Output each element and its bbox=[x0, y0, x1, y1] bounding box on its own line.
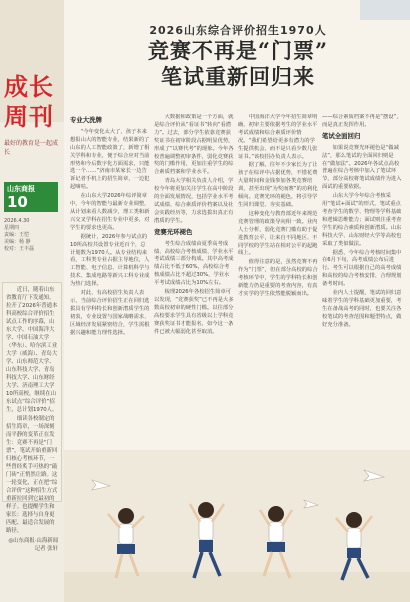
article-paragraph: 如果说竞赛光环褪色是“做减法”，那么笔试的全面回归则是在“做加法”。2026年各试点高校普遍在综合考核中加入了笔试环节，部分高校将笔试成绩作为进入面试的重要依据。 bbox=[322, 144, 402, 191]
intro-paragraph: 近日，随着山东省教育厅下发通知，拉开了2026年普通本科高校综合评价招生试点工作的序幕，山东大学、中国海洋大学、中国石油大学（华东）、哈尔滨工业大学（威海）、青岛大学、山东师范大学、山东科技大学、青岛科技大学、山东财经大学、济南理工大学10所高校，继续在山东试点“综合评价”招生，总计划1970人。 bbox=[6, 287, 58, 413]
headline-kicker: 2026山东综合评价招生1970人 bbox=[149, 24, 327, 37]
intro-text bbox=[6, 286, 58, 535]
article-paragraph: 业内人士提醒，笔试的回归意味着学生的学科基础更加重要，考生在备战高考的同时，也要关注各校笔试的考查范围和题型特点，做好充分准备。 bbox=[322, 290, 402, 328]
byline-reporter: 记者 张轩 bbox=[34, 546, 58, 552]
student-head bbox=[118, 508, 134, 524]
article-paragraph: 梳理2026年各校招生简章可以发现，“竞赛获奖”已不再是大多数高校初审的硬性门槛。以往部分高校要求学生具有省级以上学科竞赛获奖证书才能报名，如今这一条件已被大幅弱化甚至取消。 bbox=[154, 289, 234, 335]
headline-title-line1: 竞赛不再是“门票” bbox=[147, 38, 329, 63]
article-paragraph: 值得注意的是，虽然竞赛不再作为“门票”，但在部分高校的综合考核环节中，学生的学科特长和创新能力仍是重要的考查内容，有真才实学的学生依然能脱颖而出。 bbox=[238, 259, 318, 297]
article-columns bbox=[70, 114, 406, 450]
article-paragraph: 大数据和政策是一个方面，就是综合评价从“看证书”转向“看潜力”。过去，部分学生依靠竞赛获奖证书在初审阶段占据明显优势，形成了“以赛代考”的现象。今年各校普遍调整初审条件，弱化竞赛获奖的门槛作用，更加注重学生的综合素质档案和学业水平。 bbox=[154, 114, 234, 176]
article-paragraph: 中国海洋大学今年招生简章明确，初审主要依据考生的学业水平考试成绩和综合素质评价情况。“我们希望给更多有潜力的学生提供机会，而不是只看少数几张证书。”该校招办负责人表示。 bbox=[238, 114, 318, 160]
masthead-tagline: 最好的教育是一起成长 bbox=[4, 140, 59, 156]
article-column-1 bbox=[70, 114, 150, 450]
article-paragraph: 对此，有高校招生负责人表示，当前综合评价招生正在回归选拔具有学科特长和创新潜质学生的初衷，专业设置与国家战略需求、区域经济发展紧密结合，学生需根据兴趣和能力理性选择。 bbox=[70, 290, 150, 336]
running-students-illustration bbox=[64, 450, 410, 602]
section-number: 10 bbox=[7, 193, 28, 211]
left-sidebar bbox=[0, 0, 64, 602]
byline bbox=[6, 537, 58, 553]
intro-box bbox=[2, 282, 62, 552]
masthead-title: 成长周刊 bbox=[4, 72, 54, 131]
headline-title-line2: 笔试重新回归来 bbox=[161, 64, 315, 89]
student-head bbox=[198, 502, 214, 518]
student-torso bbox=[347, 528, 361, 548]
article-paragraph: 山东大学今年综合考核采用“笔试+面试”的形式，笔试重点考查学生的数学、物理等学科基础和逻辑思维能力；面试则注重考查学生的综合素质和创新潜质。山东科技大学、山东财经大学等高校也采取了类似做法。 bbox=[322, 193, 402, 247]
issue-proofreader: 校对：王丰磊 bbox=[4, 246, 35, 252]
article-column-4 bbox=[322, 114, 402, 450]
issue-date: 2026.4.30 bbox=[4, 218, 30, 224]
student-head bbox=[346, 512, 362, 528]
decorative-strip bbox=[360, 0, 410, 20]
article-paragraph: 据悉，今年综合考核时间集中在6月下旬，高考成绩公布后进行。考生可以根据自己的高考成绩和高校的综合考核安排，合理规划备考时间。 bbox=[322, 249, 402, 288]
student-torso bbox=[199, 518, 213, 540]
article-column-2 bbox=[154, 114, 234, 450]
student-trousers bbox=[347, 548, 361, 558]
article-paragraph: 据了解，往年不少家长为了让孩子在综评中占据优势，不惜花费大量时间和金钱参加各类竞赛培训，甚至出现“为奖而赛”的功利化倾向。竞赛光环的褪色，将引导学生回归课堂、夯实基础。 bbox=[238, 162, 318, 208]
subheading-major-reshuffle: 专业大洗牌 bbox=[70, 116, 102, 124]
students-figures-svg bbox=[64, 450, 410, 602]
student-skirt bbox=[267, 542, 285, 552]
section-badge bbox=[4, 182, 58, 212]
student-skirt bbox=[117, 544, 135, 554]
issue-designer: 美编：杨 静 bbox=[4, 239, 31, 245]
byline-outlet: ◎山东商报·山海新闻 bbox=[8, 538, 58, 544]
intro-paragraph: 细读各校制定的招生简章，一场深刻而平静的变革正在发生：竞赛不再是“门票”，笔试开始重新回归核心考核环节，一些曾经炙手可热的“敲门砖”正悄然让路。这一轮变化，正在把“综合评价”这种招生方式重新拉回到它最初的样子。也提醒学生和家长：选择与自身更匹配、最适合发展的路径。 bbox=[6, 416, 58, 534]
article-paragraph: 青岛大学相关负责人介绍，学校今年将更加关注学生在高中阶段的全面发展情况，包括学业水平考试成绩、综合素质评价档案以及社会实践经历等，力求选拔出真正有潜质的学生。 bbox=[154, 178, 234, 224]
column-lead-note: ——综合素质档案不再是“摆设”，而是真正发挥作用。 bbox=[322, 114, 402, 128]
issue-meta bbox=[4, 218, 60, 253]
subheading-competition-fade: 竞赛光环褪色 bbox=[154, 227, 193, 236]
student-torso bbox=[269, 522, 283, 542]
headline-area bbox=[70, 22, 406, 102]
article-paragraph: 考生综合成绩由夏季高考成绩、高校综合考核成绩、学业水平考试成绩三部分构成。其中高考成绩占比不低于60%，高校综合考核成绩占比不超过30%，学业水平考试成绩占比为10%左右。 bbox=[154, 240, 234, 287]
issue-editor: 责编：王恺 bbox=[4, 232, 30, 238]
article-paragraph: 据统计，2026年参与试点的10所高校共设置专业近百个，总计划数为1970人。从专业结构来看，工科类专业占据主导地位，人工智能、电子信息、计算机科学与技术、集成电路等新兴工科专业成为热门选择。 bbox=[70, 233, 150, 288]
student-trousers bbox=[199, 540, 213, 552]
article-paragraph: 在山东大学2026年综评简章中，今年的智能与最新专业调整，从计划来看人数减少，理工类和新兴交叉学科在招生专业中更多，对学生的要求也更高。 bbox=[70, 193, 150, 231]
subheading-written-test-return: 笔试全面回归 bbox=[322, 131, 361, 140]
article-paragraph: “今年变化太大了，孩子本来想报山大的智能专业，结果新的了山东的人工智能政策了，新增了相关学科和专业，便于综合应对当前形势和今后数字化方面需求，只能选一个……”济南市某家长一边告诉记者手机上的招生简章，一边犯起嘀咕。 bbox=[70, 128, 150, 191]
article-paragraph: 这种变化与教育部近年来规范竞赛管理的政策导向相一致。业内人士分析，弱化竞赛门槛有助于促进教育公平，让来自不同地区、不同学校的学生站在相对公平的起跑线上。 bbox=[238, 210, 318, 257]
student-torso bbox=[119, 524, 133, 544]
article-column-3 bbox=[238, 114, 318, 450]
student-head bbox=[268, 506, 284, 522]
issue-weekday: 星期四 bbox=[4, 225, 20, 231]
section-name: 山东商报 bbox=[7, 185, 35, 193]
